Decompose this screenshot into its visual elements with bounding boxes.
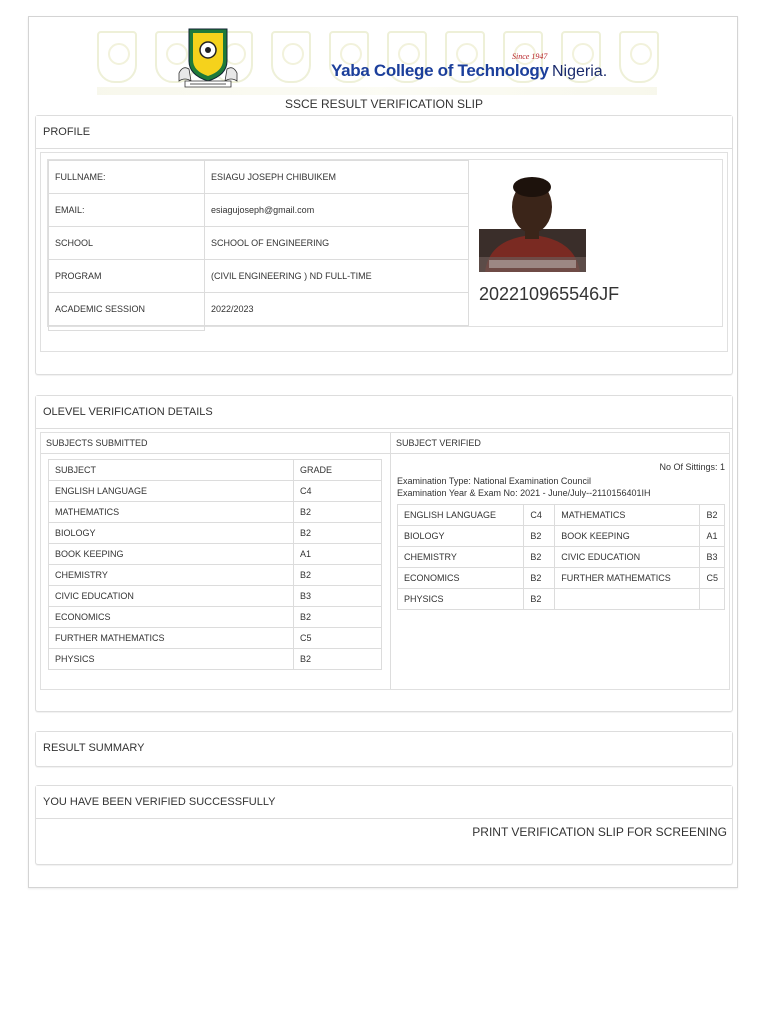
subjects-submitted-table xyxy=(48,459,382,670)
grade-cell: C4 xyxy=(294,481,382,502)
table-row xyxy=(49,565,382,586)
grade-cell: B2 xyxy=(524,589,555,610)
subjects-submitted-heading: SUBJECTS SUBMITTED xyxy=(41,433,390,454)
grade-cell: B2 xyxy=(294,565,382,586)
grade-cell: B2 xyxy=(524,526,555,547)
table-row xyxy=(49,607,382,628)
subjects-verified-section xyxy=(391,433,729,689)
school-label: SCHOOL xyxy=(49,227,205,260)
subjects-verified-table xyxy=(397,504,725,610)
program-value: (CIVIL ENGINEERING ) ND FULL-TIME xyxy=(205,260,469,293)
grade-cell: A1 xyxy=(294,544,382,565)
watermark-crest-icon xyxy=(619,31,659,83)
table-row xyxy=(398,589,725,610)
grade-cell: B3 xyxy=(700,547,725,568)
empty-cell xyxy=(205,326,469,331)
subject-cell: ENGLISH LANGUAGE xyxy=(49,481,294,502)
slip-title: SSCE RESULT VERIFICATION SLIP xyxy=(284,97,484,111)
table-row xyxy=(49,586,382,607)
result-summary-heading: RESULT SUMMARY xyxy=(36,732,732,764)
profile-box xyxy=(47,159,723,327)
subject-cell: FURTHER MATHEMATICS xyxy=(555,568,700,589)
subject-cell: CHEMISTRY xyxy=(49,565,294,586)
exam-details xyxy=(397,475,651,499)
table-row xyxy=(49,481,382,502)
grade-cell: B2 xyxy=(524,568,555,589)
profile-table xyxy=(48,160,469,331)
college-name: Yaba College of Technology xyxy=(331,61,549,80)
profile-panel xyxy=(35,115,733,375)
subject-cell: BIOLOGY xyxy=(49,523,294,544)
profile-well xyxy=(40,152,728,352)
table-row xyxy=(49,523,382,544)
grade-cell: C5 xyxy=(294,628,382,649)
subject-cell: MATHEMATICS xyxy=(49,502,294,523)
grade-cell: B3 xyxy=(294,586,382,607)
exam-type: Examination Type: National Examination Council xyxy=(397,476,591,486)
program-label: PROGRAM xyxy=(49,260,205,293)
olevel-heading: OLEVEL VERIFICATION DETAILS xyxy=(36,396,732,429)
exam-year-number: Examination Year & Exam No: 2021 - June/July--2110156401IH xyxy=(397,488,651,498)
table-row xyxy=(49,649,382,670)
session-label: ACADEMIC SESSION xyxy=(49,293,205,326)
profile-row xyxy=(49,227,469,260)
verification-status-panel xyxy=(35,785,733,865)
subject-cell: ECONOMICS xyxy=(49,607,294,628)
subject-cell: ECONOMICS xyxy=(398,568,524,589)
profile-row xyxy=(49,260,469,293)
college-crest-icon xyxy=(177,25,239,91)
status-body xyxy=(36,819,732,865)
grade-cell: B2 xyxy=(294,502,382,523)
subject-cell: BOOK KEEPING xyxy=(555,526,700,547)
watermark-crest-icon xyxy=(97,31,137,83)
subject-cell: CIVIC EDUCATION xyxy=(49,586,294,607)
subject-cell: ENGLISH LANGUAGE xyxy=(398,505,524,526)
profile-row xyxy=(49,194,469,227)
watermark-crest-icon xyxy=(271,31,311,83)
subject-cell: PHYSICS xyxy=(49,649,294,670)
profile-row-empty xyxy=(49,326,469,331)
grade-cell: B2 xyxy=(294,607,382,628)
subject-cell xyxy=(555,589,700,610)
college-banner xyxy=(97,23,657,97)
registration-number: 202210965546JF xyxy=(479,284,620,304)
table-row xyxy=(398,568,725,589)
grade-cell: A1 xyxy=(700,526,725,547)
table-row xyxy=(49,502,382,523)
subject-cell: PHYSICS xyxy=(398,589,524,610)
table-row xyxy=(398,547,725,568)
country-name: Nigeria. xyxy=(552,63,608,80)
subjects-submitted-section xyxy=(41,433,391,689)
grade-cell: B2 xyxy=(524,547,555,568)
fullname-value: ESIAGU JOSEPH CHIBUIKEM xyxy=(205,161,469,194)
empty-cell xyxy=(49,326,205,331)
verification-slip xyxy=(28,16,738,888)
grade-cell xyxy=(700,589,725,610)
table-header-row xyxy=(49,460,382,481)
subject-cell: BIOLOGY xyxy=(398,526,524,547)
sittings-count: No Of Sittings: 1 xyxy=(659,462,725,472)
subject-cell: CHEMISTRY xyxy=(398,547,524,568)
grade-column-header: GRADE xyxy=(294,460,382,481)
student-photo xyxy=(479,169,586,272)
profile-heading: PROFILE xyxy=(36,116,732,149)
subjects-verified-heading: SUBJECT VERIFIED xyxy=(391,433,729,454)
grade-cell: C4 xyxy=(524,505,555,526)
profile-row xyxy=(49,161,469,194)
subject-column-header: SUBJECT xyxy=(49,460,294,481)
subject-cell: FURTHER MATHEMATICS xyxy=(49,628,294,649)
olevel-well xyxy=(40,432,730,690)
since-year: Since 1947 xyxy=(512,52,548,61)
session-value: 2022/2023 xyxy=(205,293,469,326)
subject-cell: MATHEMATICS xyxy=(555,505,700,526)
print-verification-slip-link[interactable]: PRINT VERIFICATION SLIP FOR SCREENING xyxy=(472,825,727,839)
profile-row xyxy=(49,293,469,326)
subject-cell: CIVIC EDUCATION xyxy=(555,547,700,568)
school-value: SCHOOL OF ENGINEERING xyxy=(205,227,469,260)
email-value: esiagujoseph@gmail.com xyxy=(205,194,469,227)
table-row xyxy=(398,505,725,526)
verification-status-message: YOU HAVE BEEN VERIFIED SUCCESSFULLY xyxy=(36,786,732,819)
table-row xyxy=(49,628,382,649)
grade-cell: B2 xyxy=(294,649,382,670)
email-label: EMAIL: xyxy=(49,194,205,227)
subject-cell: BOOK KEEPING xyxy=(49,544,294,565)
table-row xyxy=(49,544,382,565)
olevel-panel xyxy=(35,395,733,712)
table-row xyxy=(398,526,725,547)
grade-cell: B2 xyxy=(294,523,382,544)
fullname-label: FULLNAME: xyxy=(49,161,205,194)
result-summary-panel xyxy=(35,731,733,767)
grade-cell: C5 xyxy=(700,568,725,589)
grade-cell: B2 xyxy=(700,505,725,526)
